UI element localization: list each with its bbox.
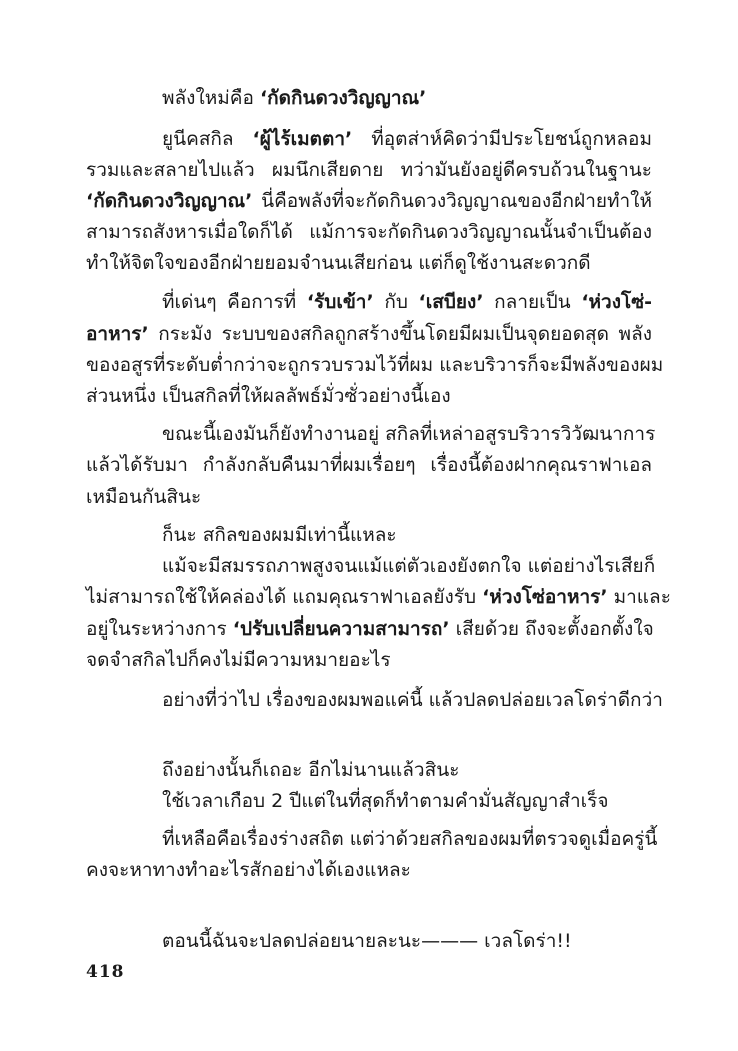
emphasis-term: ‘เสบียง’ <box>418 291 484 313</box>
text-segment: สามารถสังหารเมื่อใดก็ได้ แม้การจะกัดกินดวงวิญญาณนั้นจำเป็นต้อง <box>86 221 652 243</box>
text-segment: ยูนีคสกิล <box>162 128 253 150</box>
text-line <box>162 126 652 152</box>
text-segment: กระมัง ระบบของสกิลถูกสร้างขึ้นโดยมีผมเป็นจุดยอดสุด พลัง <box>148 323 652 345</box>
text-line <box>162 553 656 579</box>
text-segment: ทำให้จิตใจของอีกฝ่ายยอมจำนนเสียก่อน แต่ก็ดูใช้งานสะดวกดี <box>86 252 591 274</box>
text-line <box>86 647 652 673</box>
text-segment: ไม่สามารถใช้ให้คล่องได้ แถมคุณราฟาเอลยังรับ <box>86 586 483 608</box>
text-line <box>86 484 652 510</box>
text-segment: มาและ <box>607 586 671 608</box>
text-line <box>162 421 656 447</box>
text-segment: อย่างที่ว่าไป เรื่องของผมพอแค่นี้ แล้วปลดปล่อยเวลโดร่าดีกว่า <box>162 689 663 711</box>
emphasis-term: อาหาร’ <box>86 323 149 345</box>
text-segment: ที่เหลือคือเรื่องร่างสถิต แต่ว่าด้วยสกิลของผมที่ตรวจดูเมื่อครู่นี้ <box>162 828 658 850</box>
text-segment: อยู่ในระหว่างการ <box>86 618 233 640</box>
text-segment: เหมือนกันสินะ <box>86 486 202 508</box>
text-segment: ตอนนี้ฉันจะปลดปล่อยนายละนะ——— เวลโดร่า!! <box>162 930 572 952</box>
text-segment: ก็นะ สกิลของผมมีเท่านี้แหละ <box>162 524 397 546</box>
text-segment: แม้จะมีสมรรถภาพสูงจนแม้แต่ตัวเองยังตกใจ แต่อย่างไรเสียก็ <box>162 555 656 577</box>
text-segment: ขณะนี้เองมันก็ยังทำงานอยู่ สกิลที่เหล่าอสูรบริวารวิวัฒนาการ <box>162 423 656 445</box>
text-line <box>86 584 671 610</box>
text-segment: ที่เด่นๆ คือการที่ <box>162 291 307 313</box>
text-line <box>86 616 652 642</box>
emphasis-term: ‘ปรับเปลี่ยนความสามารถ’ <box>232 618 450 640</box>
text-segment: ที่อุตส่าห์คิดว่ามีประโยชน์ถูกหลอม <box>352 128 652 150</box>
text-segment: เสียด้วย ถึงจะตั้งอกตั้งใจ <box>449 618 654 640</box>
page-number: 418 <box>86 962 125 982</box>
text-segment: แล้วได้รับมา กำลังกลับคืนมาที่ผมเรื่อยๆ เรื่องนี้ต้องฝากคุณราฟาเอล <box>86 454 652 476</box>
text-segment: นี่คือพลังที่จะกัดกินดวงวิญญาณของอีกฝ่ายทำให้ <box>252 190 652 212</box>
text-line <box>86 352 664 378</box>
text-segment: ใช้เวลาเกือบ 2 ปีแต่ในที่สุดก็ทำตามคำมั่นสัญญาสำเร็จ <box>162 790 609 812</box>
text-line <box>86 219 652 245</box>
text-segment: รวมและสลายไปแล้ว ผมนึกเสียดาย ทว่ามันยังอยู่ดีครบถ้วนในฐานะ <box>86 159 652 181</box>
text-segment: จดจำสกิลไปก็คงไม่มีความหมายอะไร <box>86 649 391 671</box>
text-line <box>86 321 652 347</box>
text-segment: ถึงอย่างนั้นก็เถอะ อีกไม่นานแล้วสินะ <box>162 759 460 781</box>
emphasis-term: ‘ห่วงโซ่อาหาร’ <box>482 586 608 608</box>
emphasis-term: ‘ผู้ไร้เมตตา’ <box>252 128 353 150</box>
text-line <box>162 522 652 548</box>
text-line <box>86 188 652 214</box>
text-line <box>162 788 652 814</box>
text-line <box>86 250 652 276</box>
text-segment: ของอสูรที่ระดับต่ำกว่าจะถูกรวบรวมไว้ที่ผม และบริวารก็จะมีพลังของผม <box>86 354 664 376</box>
emphasis-term: ‘กัดกินดวงวิญญาณ’ <box>86 190 253 212</box>
text-line <box>86 157 652 183</box>
emphasis-term: ‘กัดกินดวงวิญญาณ’ <box>259 87 427 109</box>
text-line <box>162 687 663 713</box>
text-segment: กับ <box>373 291 419 313</box>
text-line <box>162 928 652 954</box>
text-segment: ส่วนหนึ่ง เป็นสกิลที่ให้ผลลัพธ์มั่วซั่วอย่างนี้เอง <box>86 385 451 407</box>
text-line <box>162 85 652 111</box>
text-line <box>162 826 658 852</box>
text-line <box>86 383 652 409</box>
text-segment: กลายเป็น <box>483 291 582 313</box>
text-line <box>86 452 652 478</box>
text-line <box>162 757 652 783</box>
text-line <box>86 857 652 883</box>
text-segment: คงจะหาทางทำอะไรสักอย่างได้เองแหละ <box>86 859 411 881</box>
text-segment: พลังใหม่คือ <box>162 87 260 109</box>
text-line <box>162 289 652 315</box>
emphasis-term: ‘รับเข้า’ <box>306 291 374 313</box>
emphasis-term: ‘ห่วงโซ่- <box>581 291 652 313</box>
